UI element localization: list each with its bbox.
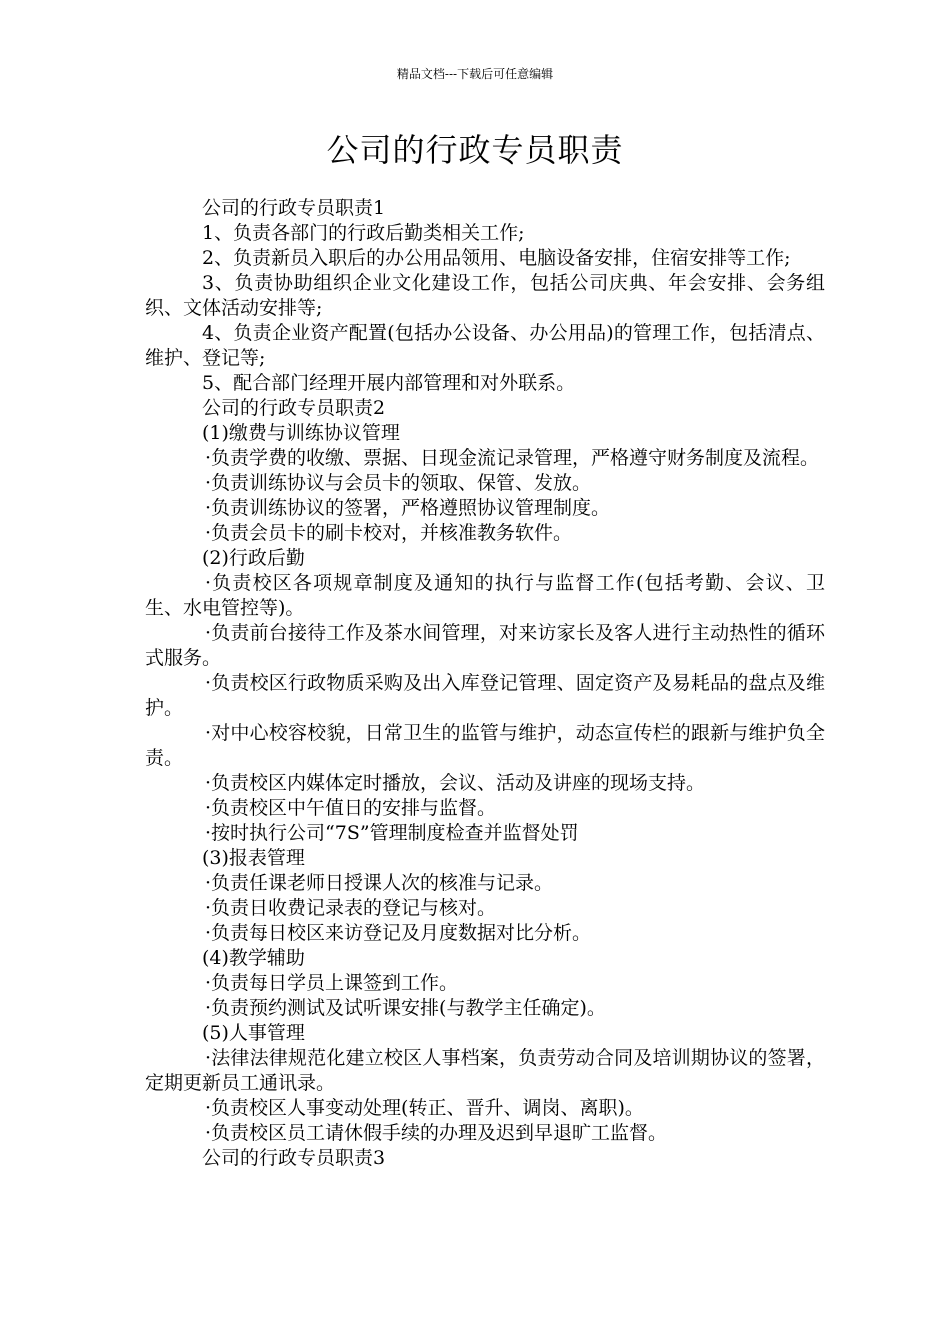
paragraph: 5、配合部门经理开展内部管理和对外联系。 [202, 372, 576, 394]
paragraph: ·负责日收费记录表的登记与核对。 [205, 897, 497, 919]
paragraph: ·负责校区行政物质采购及出入库登记管理、固定资产及易耗品的盘点及维护。 [145, 672, 825, 719]
paragraph: (1)缴费与训练协议管理 [202, 422, 400, 444]
document-title: 公司的行政专员职责 [326, 131, 624, 169]
paragraph: ·负责校区人事变动处理(转正、晋升、调岗、离职)。 [205, 1097, 644, 1119]
paragraph: 2、负责新员入职后的办公用品领用、电脑设备安排，住宿安排等工作; [202, 247, 791, 269]
paragraph: ·负责会员卡的刷卡校对，并核准教务软件。 [205, 522, 573, 544]
paragraph: (4)教学辅助 [202, 947, 305, 969]
paragraph: ·负责每日学员上课签到工作。 [205, 972, 459, 994]
paragraph: ·负责预约测试及试听课安排(与教学主任确定)。 [205, 997, 606, 1019]
paragraph: 3、负责协助组织企业文化建设工作，包括公司庆典、年会安排、会务组织、文体活动安排等; [145, 272, 825, 319]
paragraph: ·负责训练协议的签署，严格遵照协议管理制度。 [205, 497, 611, 519]
page-header: 精品文档---下载后可任意编辑 [396, 67, 554, 81]
paragraph: 1、负责各部门的行政后勤类相关工作; [202, 222, 525, 244]
paragraph: ·负责学费的收缴、票据、日现金流记录管理，严格遵守财务制度及流程。 [205, 447, 820, 469]
paragraph: ·负责训练协议与会员卡的领取、保管、发放。 [205, 472, 592, 494]
paragraph: ·负责前台接待工作及茶水间管理，对来访家长及客人进行主动热性的循环式服务。 [145, 622, 825, 669]
paragraph: 公司的行政专员职责2 [202, 397, 386, 419]
paragraph: (3)报表管理 [202, 847, 305, 869]
paragraph: 4、负责企业资产配置(包括办公设备、办公用品)的管理工作，包括清点、维护、登记等; [145, 322, 825, 369]
paragraph: ·负责校区中午值日的安排与监督。 [205, 797, 497, 819]
paragraph: 公司的行政专员职责3 [202, 1147, 386, 1169]
paragraph: ·负责每日校区来访登记及月度数据对比分析。 [205, 922, 592, 944]
paragraph: ·对中心校容校貌，日常卫生的监管与维护，动态宣传栏的跟新与维护负全责。 [145, 722, 825, 769]
paragraph: ·法律法律规范化建立校区人事档案，负责劳动合同及培训期协议的签署，定期更新员工通讯录。 [145, 1047, 825, 1094]
paragraph: ·负责任课老师日授课人次的核准与记录。 [205, 872, 554, 894]
document-body [145, 196, 825, 1171]
paragraph: (5)人事管理 [202, 1022, 305, 1044]
paragraph: (2)行政后勤 [202, 547, 305, 569]
paragraph: ·按时执行公司“7S”管理制度检查并监督处罚 [205, 822, 579, 844]
paragraph: ·负责校区员工请休假手续的办理及迟到早退旷工监督。 [205, 1122, 668, 1144]
paragraph: ·负责校区各项规章制度及通知的执行与监督工作(包括考勤、会议、卫生、水电管控等)。 [145, 572, 825, 619]
paragraph: 公司的行政专员职责1 [202, 197, 386, 219]
paragraph: ·负责校区内媒体定时播放，会议、活动及讲座的现场支持。 [205, 772, 706, 794]
